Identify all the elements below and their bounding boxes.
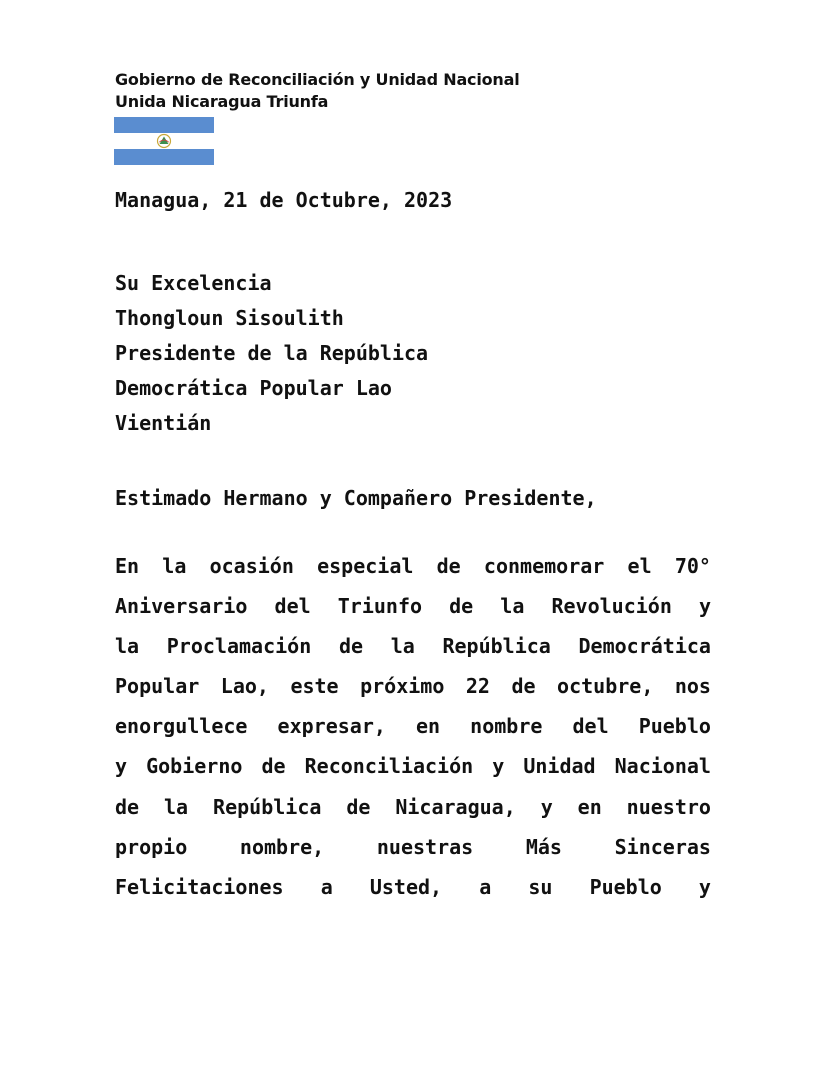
nicaragua-flag-icon xyxy=(114,117,214,165)
body-word: de xyxy=(436,554,461,578)
letterhead-government-name: Gobierno de Reconciliación y Unidad Nacional xyxy=(115,70,520,89)
body-word: del xyxy=(274,594,311,619)
body-word: nombre xyxy=(470,714,543,739)
body-word: 22 xyxy=(465,674,490,699)
letter-body xyxy=(115,546,711,907)
body-word: próximo xyxy=(360,674,445,699)
body-word: Felicitaciones xyxy=(115,874,284,899)
recipient-title: Presidente de la República xyxy=(115,341,429,365)
body-word: el xyxy=(627,554,652,578)
body-word: y xyxy=(698,594,711,619)
recipient-block xyxy=(115,266,428,441)
body-word: propio xyxy=(115,834,188,859)
body-word: Gobierno xyxy=(146,754,243,779)
body-word: Nicaragua, xyxy=(395,794,516,819)
body-word: En xyxy=(115,554,140,578)
recipient-country: Democrática Popular Lao xyxy=(115,376,392,400)
body-word: Proclamación xyxy=(166,634,312,659)
body-word: Pueblo xyxy=(638,714,711,739)
body-word: 70° xyxy=(674,554,711,578)
body-word: nuestro xyxy=(626,794,711,819)
body-word: su xyxy=(528,874,553,899)
recipient-name: Thongloun Sisoulith xyxy=(115,306,344,330)
body-word: nuestras xyxy=(376,834,474,859)
letter-date: Managua, 21 de Octubre, 2023 xyxy=(115,188,453,212)
body-line xyxy=(115,746,711,786)
body-word: la xyxy=(115,634,140,659)
recipient-city: Vientián xyxy=(115,411,212,435)
body-word: de xyxy=(261,754,286,779)
body-line xyxy=(115,706,711,746)
body-line xyxy=(115,787,711,827)
body-word: a xyxy=(479,874,492,899)
body-word: de xyxy=(346,794,371,819)
body-word: Triunfo xyxy=(337,594,423,619)
body-word: de xyxy=(511,674,536,699)
body-word: expresar, xyxy=(277,714,386,739)
body-word: nombre, xyxy=(239,834,325,859)
body-word: de xyxy=(449,594,474,619)
body-word: Popular xyxy=(115,674,200,699)
body-word: Revolución xyxy=(551,594,672,619)
body-word: Lao, xyxy=(220,674,269,699)
body-word: especial xyxy=(317,554,414,578)
body-word: y xyxy=(492,754,505,779)
body-word: y xyxy=(540,794,553,819)
body-line xyxy=(115,827,711,867)
body-word: Nacional xyxy=(614,754,711,779)
body-word: la xyxy=(390,634,415,659)
body-word: y xyxy=(115,754,128,779)
salutation: Estimado Hermano y Compañero Presidente, xyxy=(115,486,597,510)
body-word: enorgullece xyxy=(115,714,248,739)
body-word: en xyxy=(415,714,441,739)
body-word: en xyxy=(577,794,602,819)
body-word: Unidad xyxy=(523,754,596,779)
body-word: Usted, xyxy=(369,874,443,899)
body-word: Pueblo xyxy=(589,874,662,899)
body-word: Reconciliación xyxy=(304,754,474,779)
body-line xyxy=(115,666,711,706)
body-word: Aniversario xyxy=(115,594,248,619)
body-line xyxy=(115,867,711,907)
body-word: nos xyxy=(674,674,711,699)
body-word: la xyxy=(162,554,187,578)
body-word: la xyxy=(164,794,189,819)
body-word: ocasión xyxy=(209,554,294,578)
body-word: del xyxy=(572,714,609,739)
body-word: Sinceras xyxy=(614,834,711,859)
body-line xyxy=(115,586,711,626)
body-line xyxy=(115,546,711,586)
body-word: de xyxy=(338,634,364,659)
body-word: de xyxy=(115,794,140,819)
body-word: y xyxy=(698,874,711,899)
body-word: octubre, xyxy=(557,674,654,699)
letterhead-slogan: Unida Nicaragua Triunfa xyxy=(115,92,329,111)
body-word: la xyxy=(500,594,525,619)
body-word: República xyxy=(442,634,551,659)
body-word: Más xyxy=(525,834,562,859)
body-word: conmemorar xyxy=(483,554,605,578)
letterhead xyxy=(115,69,520,113)
body-word: Democrática xyxy=(578,634,711,659)
body-word: República xyxy=(213,794,322,819)
body-word: a xyxy=(320,874,333,899)
body-word: este xyxy=(290,674,339,699)
body-line xyxy=(115,626,711,666)
recipient-honorific: Su Excelencia xyxy=(115,271,272,295)
